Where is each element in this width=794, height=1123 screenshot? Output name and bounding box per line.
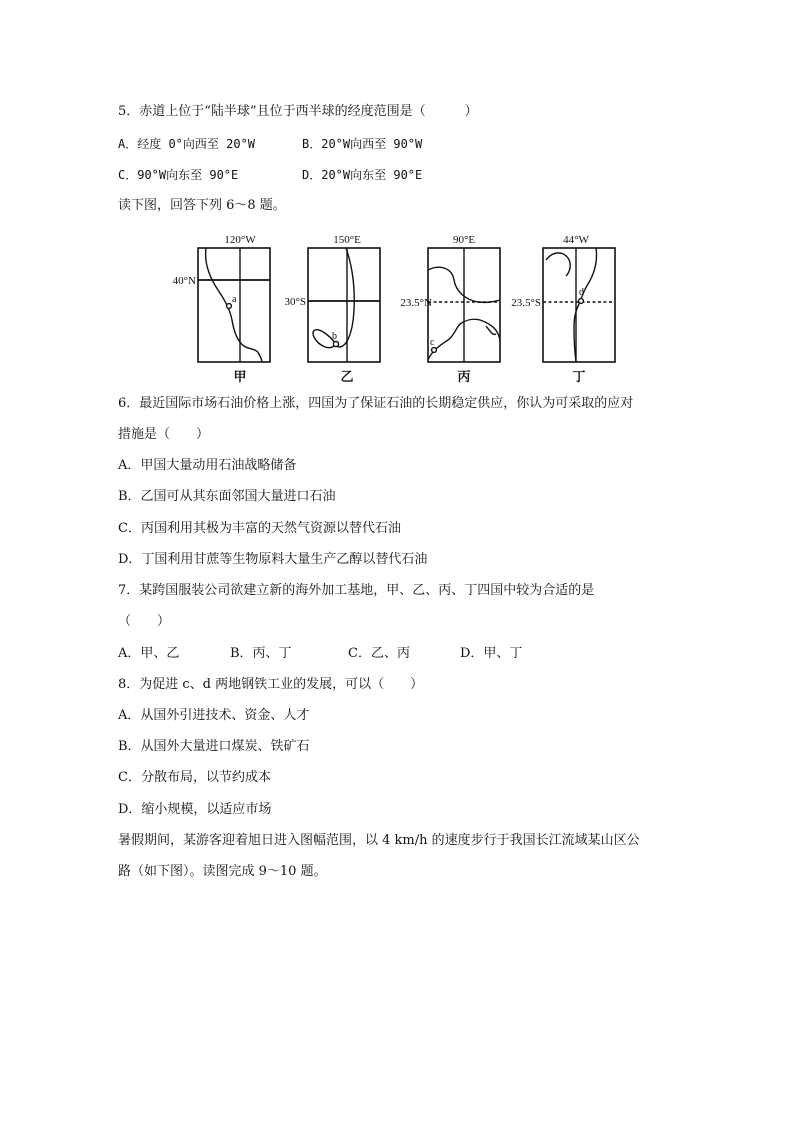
q7-option-c: C．乙、丙 — [348, 646, 410, 661]
map-yi — [308, 248, 380, 362]
intro-6-8: 读下图，回答下列 6～8 题。 — [118, 198, 286, 213]
map-jia-caption: 甲 — [233, 369, 247, 384]
map-bing-lon-label: 90°E — [452, 234, 476, 246]
map-yi-lat-label: 30°S — [284, 296, 306, 308]
q8-stem: 8．为促进 c、d 两地钢铁工业的发展，可以（ ） — [118, 677, 424, 692]
map-ding-lat-label: 23.5°S — [511, 297, 541, 309]
map-yi-point-label: b — [332, 331, 337, 342]
q5-options-row-1 — [118, 136, 422, 152]
map-bing-lat-label: 23.5°N — [400, 297, 432, 309]
intro-9-10-line-2: 路（如下图）。读图完成 9～10 题。 — [118, 864, 327, 879]
map-jia-point-label: a — [232, 294, 237, 305]
map-ding — [543, 248, 615, 362]
q7-option-a: A．甲、乙 — [118, 646, 180, 661]
q5-options-row-2 — [118, 167, 422, 183]
q6-option-d: D．丁国利用甘蔗等生物原料大量生产乙醇以替代石油 — [118, 552, 428, 567]
q5-stem: 5．赤道上位于“陆半球”且位于西半球的经度范围是（ ） — [118, 104, 478, 119]
map-jia-lat-label: 40°N — [172, 275, 196, 287]
q5-option-a: A．经度 0°向西至 20°W — [118, 137, 256, 151]
map-yi-caption: 乙 — [340, 369, 354, 384]
q7-options-row — [118, 646, 522, 662]
q7-option-b: B．丙、丁 — [230, 646, 292, 661]
q8-option-b: B．从国外大量进口煤炭、铁矿石 — [118, 739, 310, 754]
q7-option-d: D．甲、丁 — [460, 646, 523, 661]
map-jia — [198, 248, 270, 362]
q6-option-c: C．丙国利用其极为丰富的天然气资源以替代石油 — [118, 521, 401, 536]
q6-option-b: B．乙国可从其东面邻国大量进口石油 — [118, 489, 336, 504]
map-bing-point-label: c — [430, 337, 435, 348]
q8-option-d: D．缩小规模，以适应市场 — [118, 802, 272, 817]
q7-stem-line-2: （ ） — [118, 614, 171, 629]
intro-9-10-line-1: 暑假期间，某游客迎着旭日进入图幅范围，以 4 km/h 的速度步行于我国长江流域某山区公 — [118, 833, 640, 848]
map-ding-lon-label: 44°W — [563, 234, 589, 246]
q5-option-c: C．90°W向东至 90°E — [118, 168, 239, 182]
map-ding-caption: 丁 — [572, 369, 586, 384]
q8-option-a: A．从国外引进技术、资金、人才 — [118, 708, 310, 723]
q5-option-d: D．20°W向东至 90°E — [302, 168, 423, 182]
map-jia-lon-label: 120°W — [224, 234, 256, 246]
map-yi-lon-label: 150°E — [333, 234, 361, 246]
q6-stem-line-1: 6．最近国际市场石油价格上涨，四国为了保证石油的长期稳定供应，你认为可采取的应对 — [118, 396, 634, 411]
four-country-maps-figure — [160, 228, 640, 388]
q6-option-a: A．甲国大量动用石油战略储备 — [118, 458, 297, 473]
map-bing — [428, 248, 500, 362]
map-bing-caption: 丙 — [457, 369, 471, 384]
map-ding-point-label: d — [579, 287, 584, 298]
q6-stem-line-2: 措施是（ ） — [118, 427, 210, 442]
q8-option-c: C．分散布局，以节约成本 — [118, 770, 271, 785]
q5-option-b: B．20°W向西至 90°W — [302, 137, 423, 151]
q7-stem-line-1: 7．某跨国服装公司欲建立新的海外加工基地，甲、乙、丙、丁四国中较为合适的是 — [118, 583, 595, 598]
